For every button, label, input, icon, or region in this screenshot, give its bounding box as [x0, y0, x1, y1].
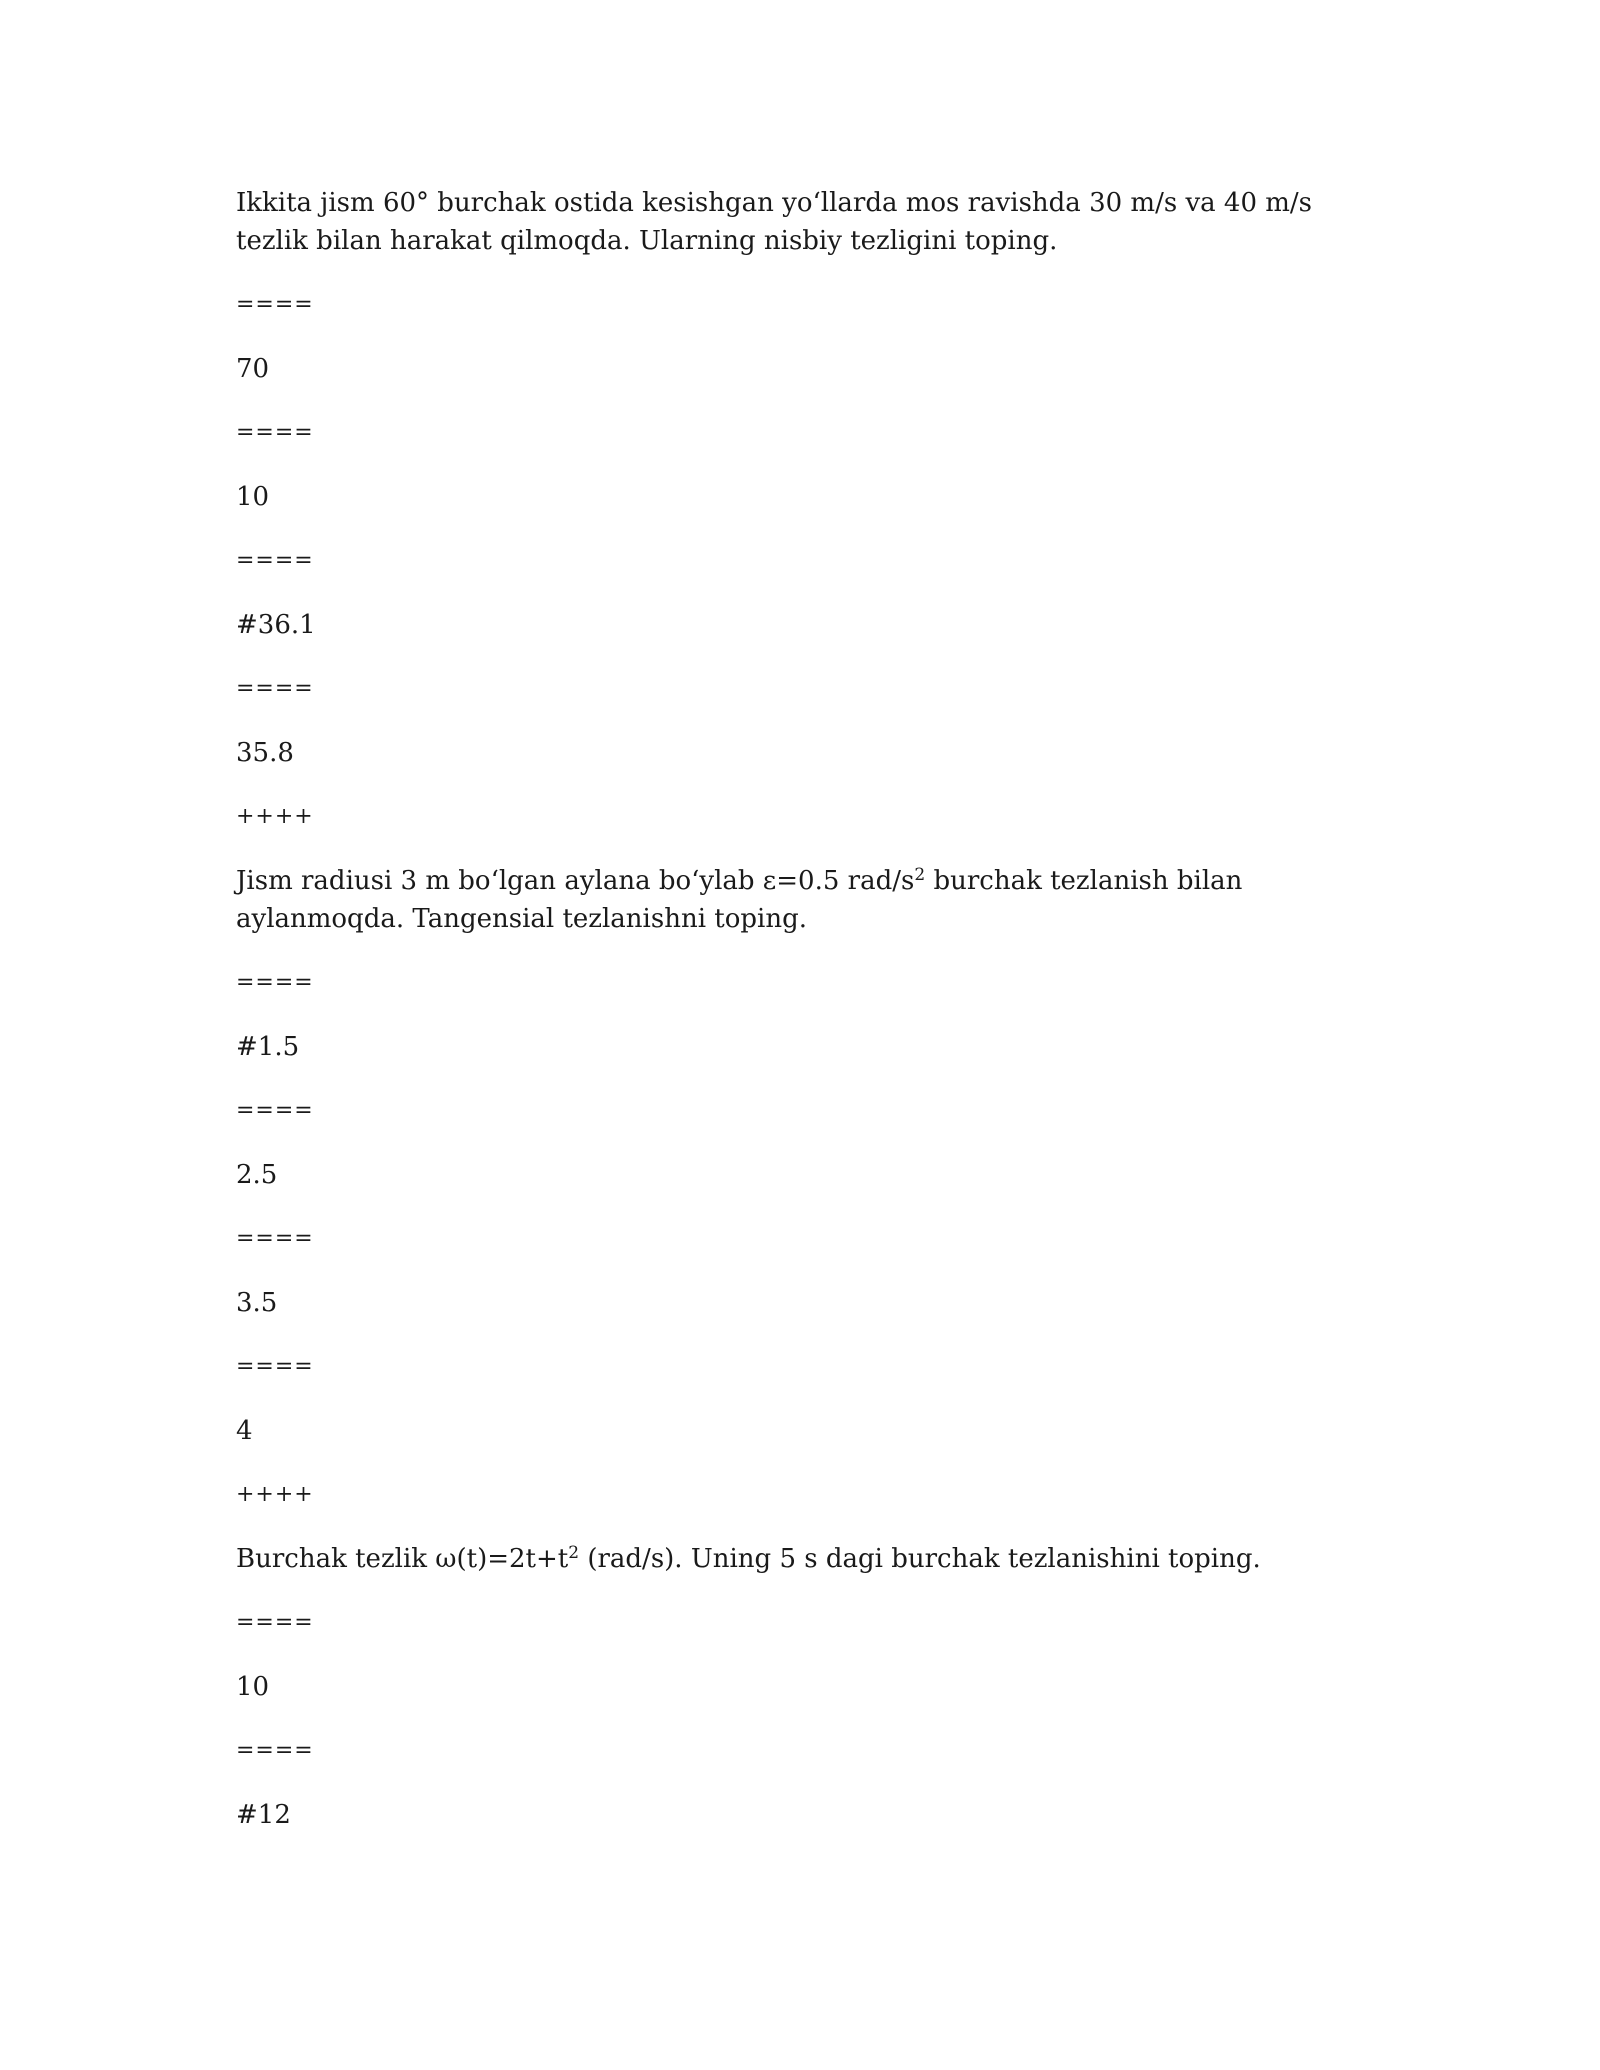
separator: ==== — [236, 1098, 314, 1123]
answer-option: 2.5 — [236, 1160, 278, 1190]
separator: ==== — [236, 548, 314, 573]
separator: ==== — [236, 1354, 314, 1379]
answer-option: 70 — [236, 354, 270, 384]
answer-option-correct: #1.5 — [236, 1032, 300, 1062]
question-text — [236, 862, 1366, 938]
question-text — [236, 1540, 1366, 1578]
document-page — [236, 184, 1366, 1860]
question-text-part: Jism radiusi 3 m bo‘lgan aylana bo‘ylab ε=0.5 rad/s — [236, 866, 915, 896]
question-separator: ++++ — [236, 1482, 314, 1507]
answer-option-correct: #12 — [236, 1800, 291, 1830]
separator: ==== — [236, 970, 314, 995]
answer-option: 10 — [236, 1672, 270, 1702]
answer-option: 3.5 — [236, 1288, 278, 1318]
answer-option: 10 — [236, 482, 270, 512]
question-text-part: Burchak tezlik ω(t)=2t+t — [236, 1544, 569, 1574]
answer-option: 35.8 — [236, 738, 294, 768]
question-text-part: (rad/s). Uning 5 s dagi burchak tezlanishini toping. — [579, 1544, 1261, 1574]
separator: ==== — [236, 1226, 314, 1251]
superscript: 2 — [568, 1543, 580, 1563]
superscript: 2 — [914, 865, 926, 885]
separator: ==== — [236, 420, 314, 445]
answer-option-correct: #36.1 — [236, 610, 316, 640]
separator: ==== — [236, 292, 314, 317]
question-text-part: burchak tezlanish bilan aylanmoqda. Tangensial tezlanishni toping. — [236, 866, 1251, 934]
answer-option: 4 — [236, 1416, 253, 1446]
separator: ==== — [236, 1738, 314, 1763]
separator: ==== — [236, 676, 314, 701]
question-text: Ikkita jism 60° burchak ostida kesishgan yo‘llarda mos ravishda 30 m/s va 40 m/s tezlik bilan harakat qilmoqda. Ularning nisbiy tezligini toping. — [236, 188, 1321, 256]
question-separator: ++++ — [236, 804, 314, 829]
separator: ==== — [236, 1610, 314, 1635]
